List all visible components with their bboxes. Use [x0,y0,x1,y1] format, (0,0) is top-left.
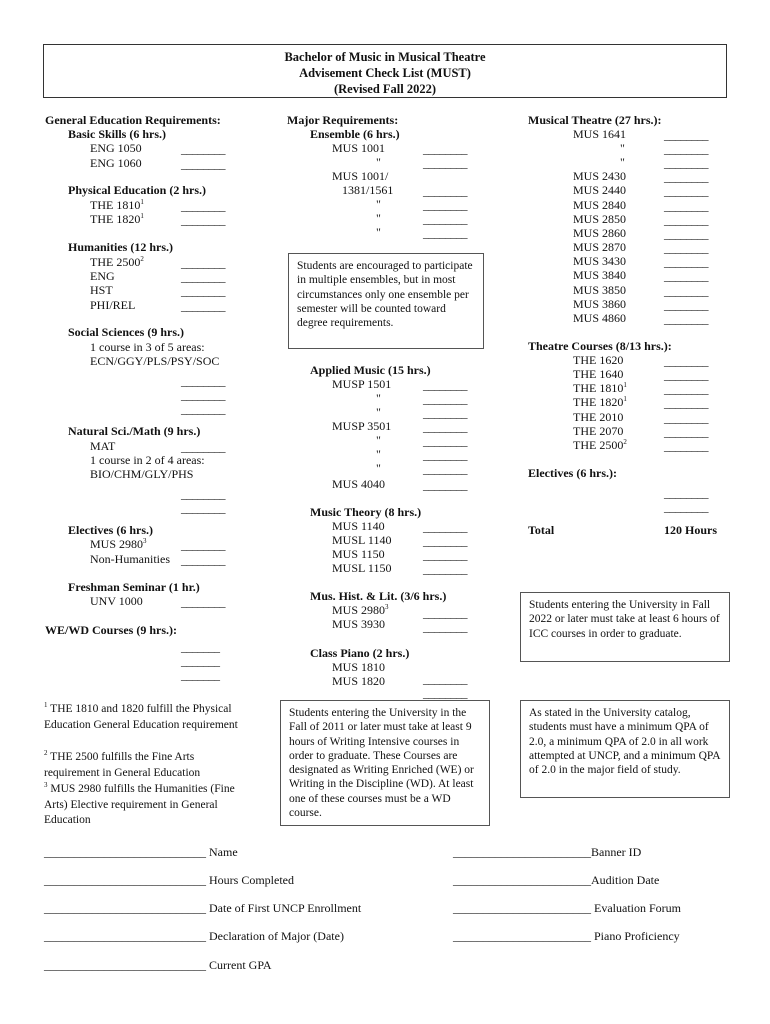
blank-line[interactable]: ________ [423,462,467,476]
blank-line[interactable]: ________ [664,184,708,198]
course-the1810 [90,198,144,213]
footnote-1 [44,702,244,733]
blank-line[interactable]: ________ [181,284,225,298]
footnote-ref: 1 [140,198,144,206]
blank-line[interactable]: ________ [664,255,708,269]
course-the1810-mt [573,381,627,396]
input-line[interactable]: ___________________________ [44,845,206,859]
blank-line[interactable]: ________ [664,170,708,184]
revision-date: (Revised Fall 2022) [333,82,437,96]
input-line[interactable]: ___________________________ [44,873,206,887]
footnote-text: MUS 2980 fulfills the Humanities (Fine Arts) Elective requirement in General Education [44,783,235,826]
course-mus4860: MUS 4860 [573,311,627,325]
blank-line[interactable]: ________ [664,396,708,410]
blank-line[interactable]: ________ [181,256,225,270]
blank-line[interactable]: ________ [423,434,467,448]
course-label: THE 2500 [90,255,141,269]
course-label: THE 1810 [573,381,624,395]
input-line[interactable]: ___________________________ [44,958,206,972]
field-label: Evaluation Forum [594,901,681,915]
course-the2010: THE 2010 [573,410,624,424]
course-mus3930: MUS 3930 [332,617,386,631]
blank-line[interactable]: ________ [181,595,225,609]
course-label: THE 1820 [90,212,141,226]
footnote-text: THE 2500 fulfills the Fine Arts requirement in General Education [44,751,201,779]
blank-line[interactable]: ________ [664,128,708,142]
course-mus2870: MUS 2870 [573,240,627,254]
course-label: THE 1810 [90,198,141,212]
ditto-mark: " [376,433,381,447]
ditto-mark: " [376,225,381,239]
blank-line[interactable]: ________ [181,374,225,388]
blank-line[interactable]: ________ [423,606,467,620]
footnote-3 [44,782,244,829]
blank-line[interactable]: ________ [181,440,225,454]
footnote-ref: 2 [623,438,627,446]
blank-line[interactable]: ________ [423,198,467,212]
course-the2070: THE 2070 [573,424,624,438]
blank-line[interactable]: ________ [423,686,467,700]
course-musp1501: MUSP 1501 [332,377,392,391]
natsci-areas: BIO/CHM/GLY/PHS [90,467,194,481]
blank-line[interactable]: ________ [664,156,708,170]
current-gpa-field [44,958,272,973]
input-line[interactable]: ___________________________ [44,929,206,943]
course-the2500 [90,255,144,270]
footnote-marker: 3 [44,781,48,790]
piano-heading: Class Piano (2 hrs.) [310,646,410,660]
blank-line[interactable]: _______ [181,654,220,668]
footnote-ref: 3 [143,537,147,545]
piano-proficiency-field [453,929,680,944]
natsci-heading: Natural Sci./Math (9 hrs.) [68,424,201,438]
course-label: THE 1820 [573,395,624,409]
course-mus3430: MUS 3430 [573,254,627,268]
course-musl1140: MUSL 1140 [332,533,392,547]
mt-electives-heading: Electives (6 hrs.): [528,466,617,480]
ditto-mark: " [376,447,381,461]
course-mus3840: MUS 3840 [573,268,627,282]
course-mus1381: 1381/1561 [342,183,394,197]
course-eng1050: ENG 1050 [90,141,142,155]
blank-line[interactable]: ________ [423,420,467,434]
social-note: 1 course in 3 of 5 areas: [90,340,205,354]
ditto-mark: " [376,197,381,211]
footnote-ref: 1 [623,381,627,389]
blank-line[interactable]: ________ [664,500,708,514]
course-mus4040: MUS 4040 [332,477,386,491]
blank-line[interactable]: ________ [423,156,467,170]
ensemble-note: Students are encouraged to participate in multiple ensembles, but in most circumstances only one ensemble per semester will be counted toward degree requirements. [288,253,484,349]
course-the2500-mt [573,438,627,453]
non-humanities: Non-Humanities [90,552,170,566]
banner-id-field [453,845,641,860]
blank-line[interactable]: ________ [664,368,708,382]
input-line[interactable]: _______________________ [453,929,591,943]
blank-line[interactable]: ________ [423,562,467,576]
blank-line[interactable]: ________ [664,241,708,255]
blank-line[interactable]: ________ [664,199,708,213]
blank-line[interactable]: ________ [423,534,467,548]
course-mus2860: MUS 2860 [573,226,627,240]
blank-line[interactable]: ________ [423,478,467,492]
basic-skills-heading: Basic Skills (6 hrs.) [68,127,167,141]
declaration-field [44,929,344,944]
course-phirel: PHI/REL [90,298,136,312]
hours-completed-field [44,873,294,888]
freshman-heading: Freshman Seminar (1 hr.) [68,580,200,594]
course-mus3850: MUS 3850 [573,283,627,297]
course-unv1000: UNV 1000 [90,594,143,608]
blank-line[interactable]: ________ [423,142,467,156]
input-line[interactable]: _______________________ [453,901,591,915]
blank-line[interactable]: ________ [423,226,467,240]
footnote-ref: 2 [140,255,144,263]
mt-heading: Musical Theatre (27 hrs.): [528,113,662,127]
pe-heading: Physical Education (2 hrs.) [68,183,207,197]
blank-line[interactable]: ________ [181,402,225,416]
field-label: Audition Date [591,873,660,887]
input-line[interactable]: ___________________________ [44,901,206,915]
blank-line[interactable]: ________ [664,213,708,227]
blank-line[interactable]: ________ [423,448,467,462]
course-mus2980 [90,537,147,552]
title-box [43,44,727,98]
blank-line[interactable]: ________ [664,227,708,241]
course-musp3501: MUSP 3501 [332,419,392,433]
footnote-marker: 2 [44,749,48,758]
blank-line[interactable]: ________ [423,548,467,562]
blank-line[interactable]: ________ [423,520,467,534]
field-label: Declaration of Major (Date) [209,929,344,943]
course-mus1820: MUS 1820 [332,674,386,688]
blank-line[interactable]: ________ [664,284,708,298]
course-mus1001: MUS 1001 [332,141,386,155]
course-the1640: THE 1640 [573,367,624,381]
course-mus2980-major [332,603,389,618]
blank-line[interactable]: ________ [664,382,708,396]
course-mus1001b: MUS 1001/ [332,169,389,183]
blank-line[interactable]: ________ [181,388,225,402]
course-label: MUS 2980 [332,603,386,617]
field-label: Piano Proficiency [594,929,680,943]
ditto-mark: " [376,155,381,169]
course-hst: HST [90,283,113,297]
icc-note: Students entering the University in Fall 2022 or later must take at least 6 hours of ICC courses in order to graduate. [520,592,730,662]
course-mus1641: MUS 1641 [573,127,627,141]
course-mus2850: MUS 2850 [573,212,627,226]
qpa-note: As stated in the University catalog, students must have a minimum QPA of 2.0, a minimum QPA of 2.0 in all work attempted at UNCP, and a minimum QPA of 2.0 in the major field of study. [520,700,730,798]
course-mus3860: MUS 3860 [573,297,627,311]
footnote-ref: 1 [623,395,627,403]
blank-line[interactable]: ________ [664,425,708,439]
blank-line[interactable]: ________ [664,269,708,283]
audition-date-field [453,873,659,888]
blank-line[interactable]: ________ [664,312,708,326]
ensemble-heading: Ensemble (6 hrs.) [310,127,400,141]
course-mus1810: MUS 1810 [332,660,386,674]
first-enrollment-field [44,901,361,916]
course-mus1140: MUS 1140 [332,519,385,533]
page-title: Bachelor of Music in Musical Theatre [284,50,486,64]
blank-line[interactable]: ________ [181,270,225,284]
field-label: Hours Completed [209,873,294,887]
evaluation-forum-field [453,901,681,916]
ditto-mark: " [376,211,381,225]
course-mus2430: MUS 2430 [573,169,627,183]
gen-electives-heading: Electives (6 hrs.) [68,523,153,537]
course-mus2840: MUS 2840 [573,198,627,212]
field-label: Name [209,845,238,859]
course-musl1150: MUSL 1150 [332,561,392,575]
course-mus2440: MUS 2440 [573,183,627,197]
wewd-heading: WE/WD Courses (9 hrs.): [45,623,177,637]
ditto-mark: " [376,461,381,475]
page-subtitle: Advisement Check List (MUST) [299,66,471,80]
blank-line[interactable]: ________ [181,299,225,313]
ditto-mark: " [620,141,625,155]
blank-line[interactable]: _______ [181,668,220,682]
blank-line[interactable]: ________ [181,213,225,227]
field-label: Banner ID [591,845,642,859]
blank-line[interactable]: ________ [664,298,708,312]
blank-line[interactable]: ________ [181,538,225,552]
blank-line[interactable]: ________ [181,142,225,156]
blank-line[interactable]: ________ [181,553,225,567]
footnote-ref: 1 [140,212,144,220]
course-the1620: THE 1620 [573,353,624,367]
blank-line[interactable]: ________ [664,354,708,368]
total-hours: 120 Hours [664,523,718,537]
blank-line[interactable]: ________ [423,620,467,634]
blank-line[interactable]: ________ [664,486,708,500]
blank-line[interactable]: ________ [423,378,467,392]
input-line[interactable]: _______________________ [453,873,591,887]
major-heading: Major Requirements: [287,113,399,127]
theory-heading: Music Theory (8 hrs.) [310,505,422,519]
course-eng1060: ENG 1060 [90,156,142,170]
histlit-heading: Mus. Hist. & Lit. (3/6 hrs.) [310,589,447,603]
blank-line[interactable]: ________ [181,157,225,171]
ditto-mark: " [620,155,625,169]
course-mus1150: MUS 1150 [332,547,385,561]
social-heading: Social Sciences (9 hrs.) [68,325,184,339]
humanities-heading: Humanities (12 hrs.) [68,240,173,254]
field-label: Current GPA [209,958,272,972]
blank-line[interactable]: ________ [664,439,708,453]
theatre-heading: Theatre Courses (8/13 hrs.): [528,339,672,353]
footnote-marker: 1 [44,701,48,710]
blank-line[interactable]: ________ [664,142,708,156]
course-eng: ENG [90,269,115,283]
ditto-mark: " [376,405,381,419]
blank-line[interactable]: ________ [423,406,467,420]
course-the1820-mt [573,395,627,410]
blank-line[interactable]: ________ [181,487,225,501]
course-the1820 [90,212,144,227]
blank-line[interactable]: ________ [423,672,467,686]
total-label: Total [528,523,555,537]
footnote-2 [44,750,244,781]
blank-line[interactable]: ________ [423,392,467,406]
blank-line[interactable]: ________ [181,501,225,515]
name-field [44,845,238,860]
applied-heading: Applied Music (15 hrs.) [310,363,431,377]
blank-line[interactable]: ________ [423,212,467,226]
input-line[interactable]: _______________________ [453,845,591,859]
field-label: Date of First UNCP Enrollment [209,901,362,915]
course-mat: MAT [90,439,116,453]
natsci-note: 1 course in 2 of 4 areas: [90,453,205,467]
footnote-ref: 3 [385,603,389,611]
course-label: MUS 2980 [90,537,144,551]
blank-line[interactable]: ________ [664,411,708,425]
gen-ed-heading: General Education Requirements: [45,113,221,127]
blank-line[interactable]: ________ [423,184,467,198]
social-areas: ECN/GGY/PLS/PSY/SOC [90,354,220,368]
footnote-text: THE 1810 and 1820 fulfill the Physical Education General Education requirement [44,703,238,731]
ditto-mark: " [376,391,381,405]
blank-line[interactable]: _______ [181,640,220,654]
writing-note: Students entering the University in the Fall of 2011 or later must take at least 9 hours of Writing Intensive courses in order to graduate. These Courses are designated as Writing Enriched (WE) or Writing in the Discipline (WD). At least one of these courses must be a WD course. [280,700,490,826]
course-label: THE 2500 [573,438,624,452]
blank-line[interactable]: ________ [181,199,225,213]
